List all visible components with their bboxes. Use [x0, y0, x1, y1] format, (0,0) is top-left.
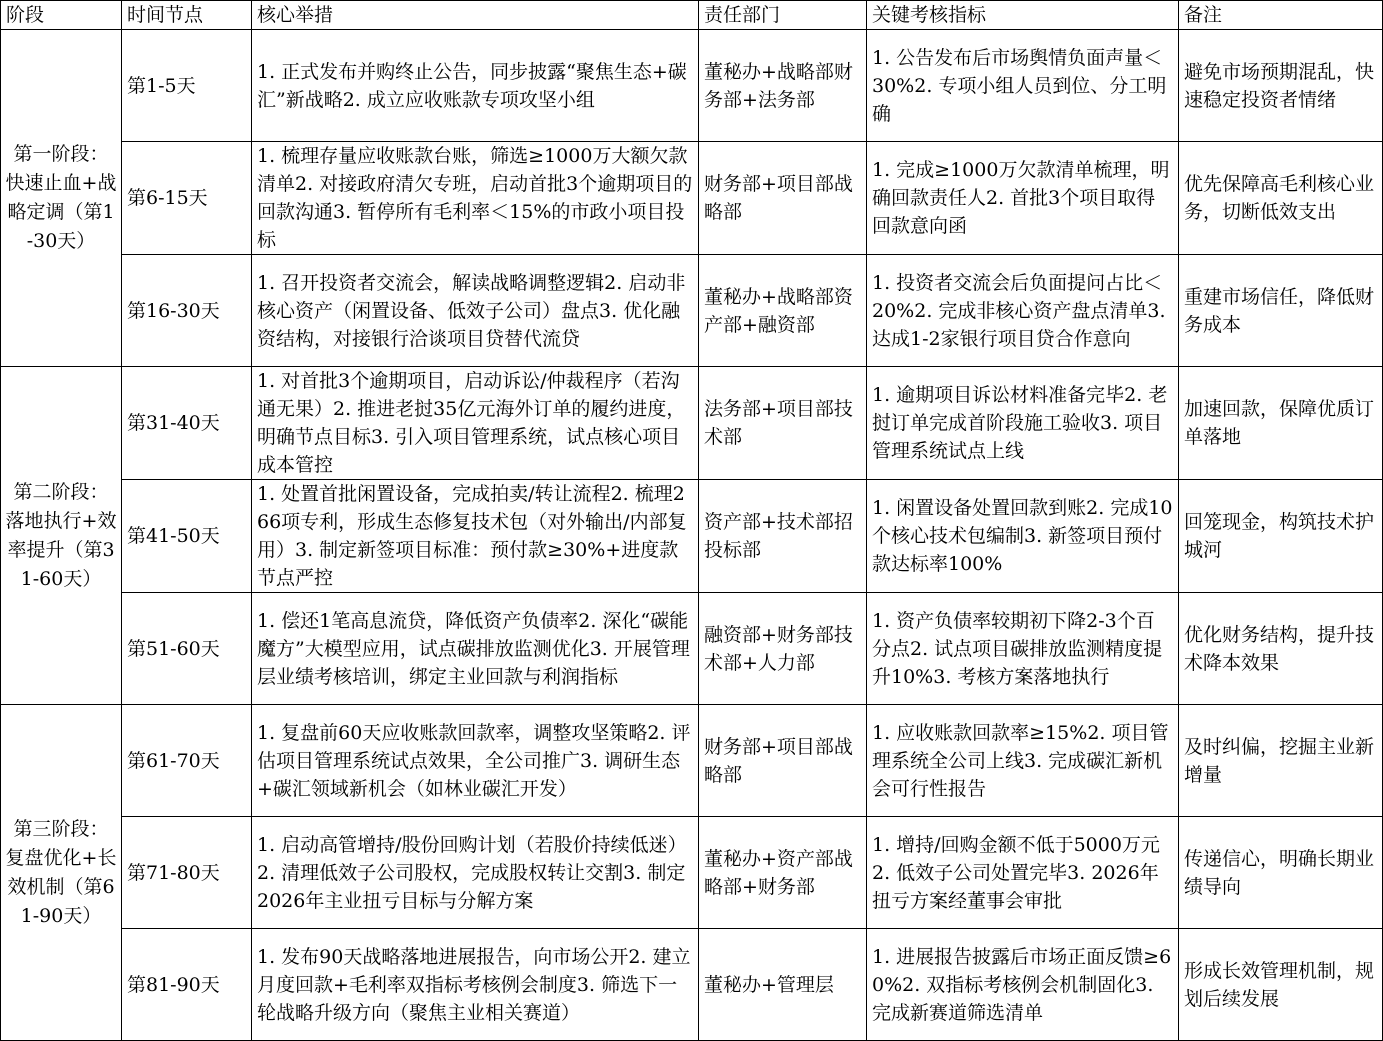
stage-cell: 第三阶段：复盘优化+长效机制（第61-90天）: [1, 705, 122, 1041]
header-stage: 阶段: [1, 1, 122, 30]
header-kpi: 关键考核指标: [867, 1, 1179, 30]
table-row: [1, 929, 1383, 1041]
dept-cell: 董秘办+管理层: [699, 929, 867, 1041]
dept-cell: 法务部+项目部技术部: [699, 367, 867, 480]
dept-cell: 董秘办+战略部财务部+法务部: [699, 30, 867, 142]
note-cell: 加速回款，保障优质订单落地: [1179, 367, 1383, 480]
header-note: 备注: [1179, 1, 1383, 30]
header-measures: 核心举措: [252, 1, 699, 30]
header-dept: 责任部门: [699, 1, 867, 30]
note-cell: 避免市场预期混乱，快速稳定投资者情绪: [1179, 30, 1383, 142]
table-header-row: [1, 1, 1383, 30]
time-cell: 第51-60天: [122, 593, 252, 705]
kpi-cell: 1. 投资者交流会后负面提问占比＜20%2. 完成非核心资产盘点清单3. 达成1-2家银行项目贷合作意向: [867, 255, 1179, 367]
dept-cell: 董秘办+战略部资产部+融资部: [699, 255, 867, 367]
kpi-cell: 1. 完成≥1000万欠款清单梳理，明确回款责任人2. 首批3个项目取得回款意向函: [867, 142, 1179, 255]
kpi-cell: 1. 闲置设备处置回款到账2. 完成10个核心技术包编制3. 新签项目预付款达标率100%: [867, 480, 1179, 593]
measures-cell: 1. 处置首批闲置设备，完成拍卖/转让流程2. 梳理266项专利，形成生态修复技术包（对外输出/内部复用）3. 制定新签项目标准：预付款≥30%+进度款节点严控: [252, 480, 699, 593]
time-cell: 第1-5天: [122, 30, 252, 142]
time-cell: 第16-30天: [122, 255, 252, 367]
measures-cell: 1. 对首批3个逾期项目，启动诉讼/仲裁程序（若沟通无果）2. 推进老挝35亿元海外订单的履约进度，明确节点目标3. 引入项目管理系统，试点核心项目成本管控: [252, 367, 699, 480]
measures-cell: 1. 召开投资者交流会，解读战略调整逻辑2. 启动非核心资产（闲置设备、低效子公司）盘点3. 优化融资结构，对接银行洽谈项目贷替代流贷: [252, 255, 699, 367]
stage-cell: 第二阶段：落地执行+效率提升（第31-60天）: [1, 367, 122, 705]
note-cell: 传递信心，明确长期业绩导向: [1179, 817, 1383, 929]
header-time: 时间节点: [122, 1, 252, 30]
measures-cell: 1. 启动高管增持/股份回购计划（若股价持续低迷）2. 清理低效子公司股权，完成股权转让交割3. 制定2026年主业扭亏目标与分解方案: [252, 817, 699, 929]
dept-cell: 财务部+项目部战略部: [699, 142, 867, 255]
table-row: [1, 705, 1383, 817]
time-cell: 第61-70天: [122, 705, 252, 817]
time-cell: 第81-90天: [122, 929, 252, 1041]
note-cell: 回笼现金，构筑技术护城河: [1179, 480, 1383, 593]
kpi-cell: 1. 公告发布后市场舆情负面声量＜30%2. 专项小组人员到位、分工明确: [867, 30, 1179, 142]
note-cell: 重建市场信任，降低财务成本: [1179, 255, 1383, 367]
table-row: [1, 480, 1383, 593]
table-row: [1, 593, 1383, 705]
time-cell: 第71-80天: [122, 817, 252, 929]
kpi-cell: 1. 资产负债率较期初下降2-3个百分点2. 试点项目碳排放监测精度提升10%3. 考核方案落地执行: [867, 593, 1179, 705]
note-cell: 优先保障高毛利核心业务，切断低效支出: [1179, 142, 1383, 255]
measures-cell: 1. 复盘前60天应收账款回款率，调整攻坚策略2. 评估项目管理系统试点效果，全公司推广3. 调研生态+碳汇领域新机会（如林业碳汇开发）: [252, 705, 699, 817]
table-row: [1, 255, 1383, 367]
dept-cell: 财务部+项目部战略部: [699, 705, 867, 817]
note-cell: 及时纠偏，挖掘主业新增量: [1179, 705, 1383, 817]
kpi-cell: 1. 增持/回购金额不低于5000万元2. 低效子公司处置完毕3. 2026年扭亏方案经董事会审批: [867, 817, 1179, 929]
table-row: [1, 142, 1383, 255]
kpi-cell: 1. 应收账款回款率≥15%2. 项目管理系统全公司上线3. 完成碳汇新机会可行性报告: [867, 705, 1179, 817]
time-cell: 第31-40天: [122, 367, 252, 480]
note-cell: 优化财务结构，提升技术降本效果: [1179, 593, 1383, 705]
table-row: [1, 367, 1383, 480]
measures-cell: 1. 发布90天战略落地进展报告，向市场公开2. 建立月度回款+毛利率双指标考核例会制度3. 筛选下一轮战略升级方向（聚焦主业相关赛道）: [252, 929, 699, 1041]
kpi-cell: 1. 逾期项目诉讼材料准备完毕2. 老挝订单完成首阶段施工验收3. 项目管理系统试点上线: [867, 367, 1179, 480]
note-cell: 形成长效管理机制，规划后续发展: [1179, 929, 1383, 1041]
dept-cell: 融资部+财务部技术部+人力部: [699, 593, 867, 705]
dept-cell: 董秘办+资产部战略部+财务部: [699, 817, 867, 929]
measures-cell: 1. 偿还1笔高息流贷，降低资产负债率2. 深化“碳能魔方”大模型应用，试点碳排放监测优化3. 开展管理层业绩考核培训，绑定主业回款与利润指标: [252, 593, 699, 705]
dept-cell: 资产部+技术部招投标部: [699, 480, 867, 593]
table-row: [1, 817, 1383, 929]
table-row: [1, 30, 1383, 142]
time-cell: 第6-15天: [122, 142, 252, 255]
measures-cell: 1. 梳理存量应收账款台账，筛选≥1000万大额欠款清单2. 对接政府清欠专班，启动首批3个逾期项目的回款沟通3. 暂停所有毛利率＜15%的市政小项目投标: [252, 142, 699, 255]
stage-cell: 第一阶段：快速止血+战略定调（第1-30天）: [1, 30, 122, 367]
time-cell: 第41-50天: [122, 480, 252, 593]
measures-cell: 1. 正式发布并购终止公告，同步披露“聚焦生态+碳汇”新战略2. 成立应收账款专项攻坚小组: [252, 30, 699, 142]
kpi-cell: 1. 进展报告披露后市场正面反馈≥60%2. 双指标考核例会机制固化3. 完成新赛道筛选清单: [867, 929, 1179, 1041]
